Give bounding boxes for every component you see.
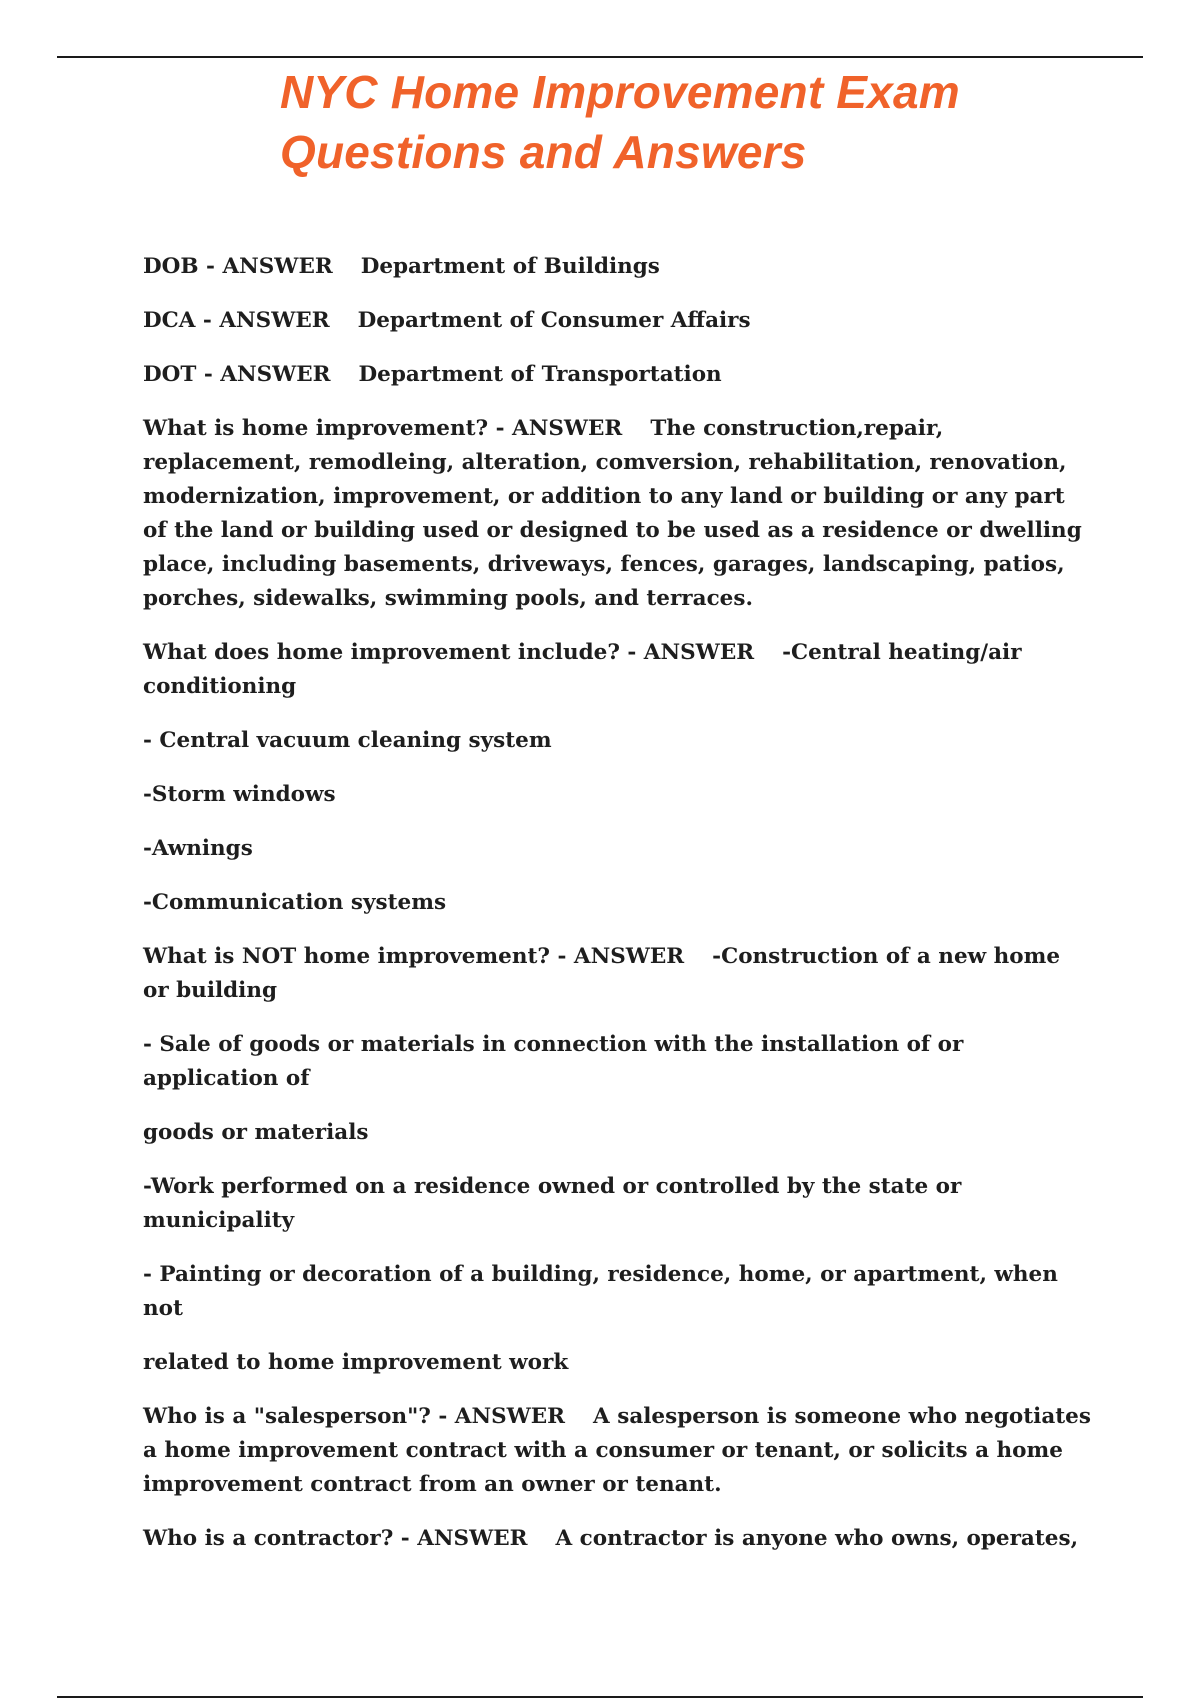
bottom-rule: [57, 1696, 1143, 1698]
answer: Department of Consumer Affairs: [357, 308, 751, 333]
title-line-1: NYC Home Improvement Exam: [280, 66, 960, 118]
answer: A contractor is anyone who owns, operates,: [555, 1526, 1079, 1551]
qa-entry: [143, 940, 1093, 1008]
list-item: - Painting or decoration of a building, residence, home, or apartment, when not: [143, 1262, 1058, 1321]
question: DOT - ANSWER: [143, 362, 331, 387]
qa-entry: [143, 250, 1093, 284]
list-item: -Work performed on a residence owned or controlled by the state or municipality: [143, 1174, 962, 1233]
question: What does home improvement include? - ANSWER: [143, 640, 755, 665]
list-item: - Central vacuum cleaning system: [143, 728, 552, 753]
answer: Department of Transportation: [358, 362, 722, 387]
document-title: [280, 62, 1100, 182]
answer: A salesperson is someone who negotiates a home improvement contract with a consumer or tenant, or solicits a home improvement contract from an owner or tenant.: [143, 1404, 1091, 1497]
qa-entry: [143, 1400, 1093, 1502]
answer: -Construction of a new home or building: [143, 944, 1061, 1003]
list-item: -Storm windows: [143, 782, 336, 807]
list-item-continuation: goods or materials: [143, 1120, 369, 1145]
list-item-continuation: related to home improvement work: [143, 1350, 569, 1375]
answer: Department of Buildings: [360, 254, 660, 279]
top-rule: [57, 56, 1143, 58]
qa-entry: [143, 1522, 1093, 1556]
list-item: -Communication systems: [143, 890, 447, 915]
question: DCA - ANSWER: [143, 308, 330, 333]
qa-entry: [143, 412, 1093, 616]
list-item: -Awnings: [143, 836, 253, 861]
question: DOB - ANSWER: [143, 254, 333, 279]
qa-content: [143, 250, 1093, 1556]
answer: The construction,repair, replacement, remodleing, alteration, comversion, rehabilitation, renovation, modernization, improvement, or addition to any land or building or any part of the land or building used or designed to be used as a residence or dwelling place, including basements, driveways, fences, garages, landscaping, patios, porches, sidewalks, swimming pools, and terraces.: [143, 416, 1082, 611]
question: What is home improvement? - ANSWER: [143, 416, 623, 441]
question: Who is a contractor? - ANSWER: [143, 1526, 528, 1551]
question: What is NOT home improvement? - ANSWER: [143, 944, 685, 969]
title-line-2: Questions and Answers: [280, 126, 807, 178]
qa-entry: [143, 636, 1093, 704]
list-item: - Sale of goods or materials in connection with the installation of or application of: [143, 1032, 964, 1091]
qa-entry: [143, 304, 1093, 338]
qa-entry: [143, 358, 1093, 392]
answer: -Central heating/air conditioning: [143, 640, 1022, 699]
question: Who is a "salesperson"? - ANSWER: [143, 1404, 566, 1429]
